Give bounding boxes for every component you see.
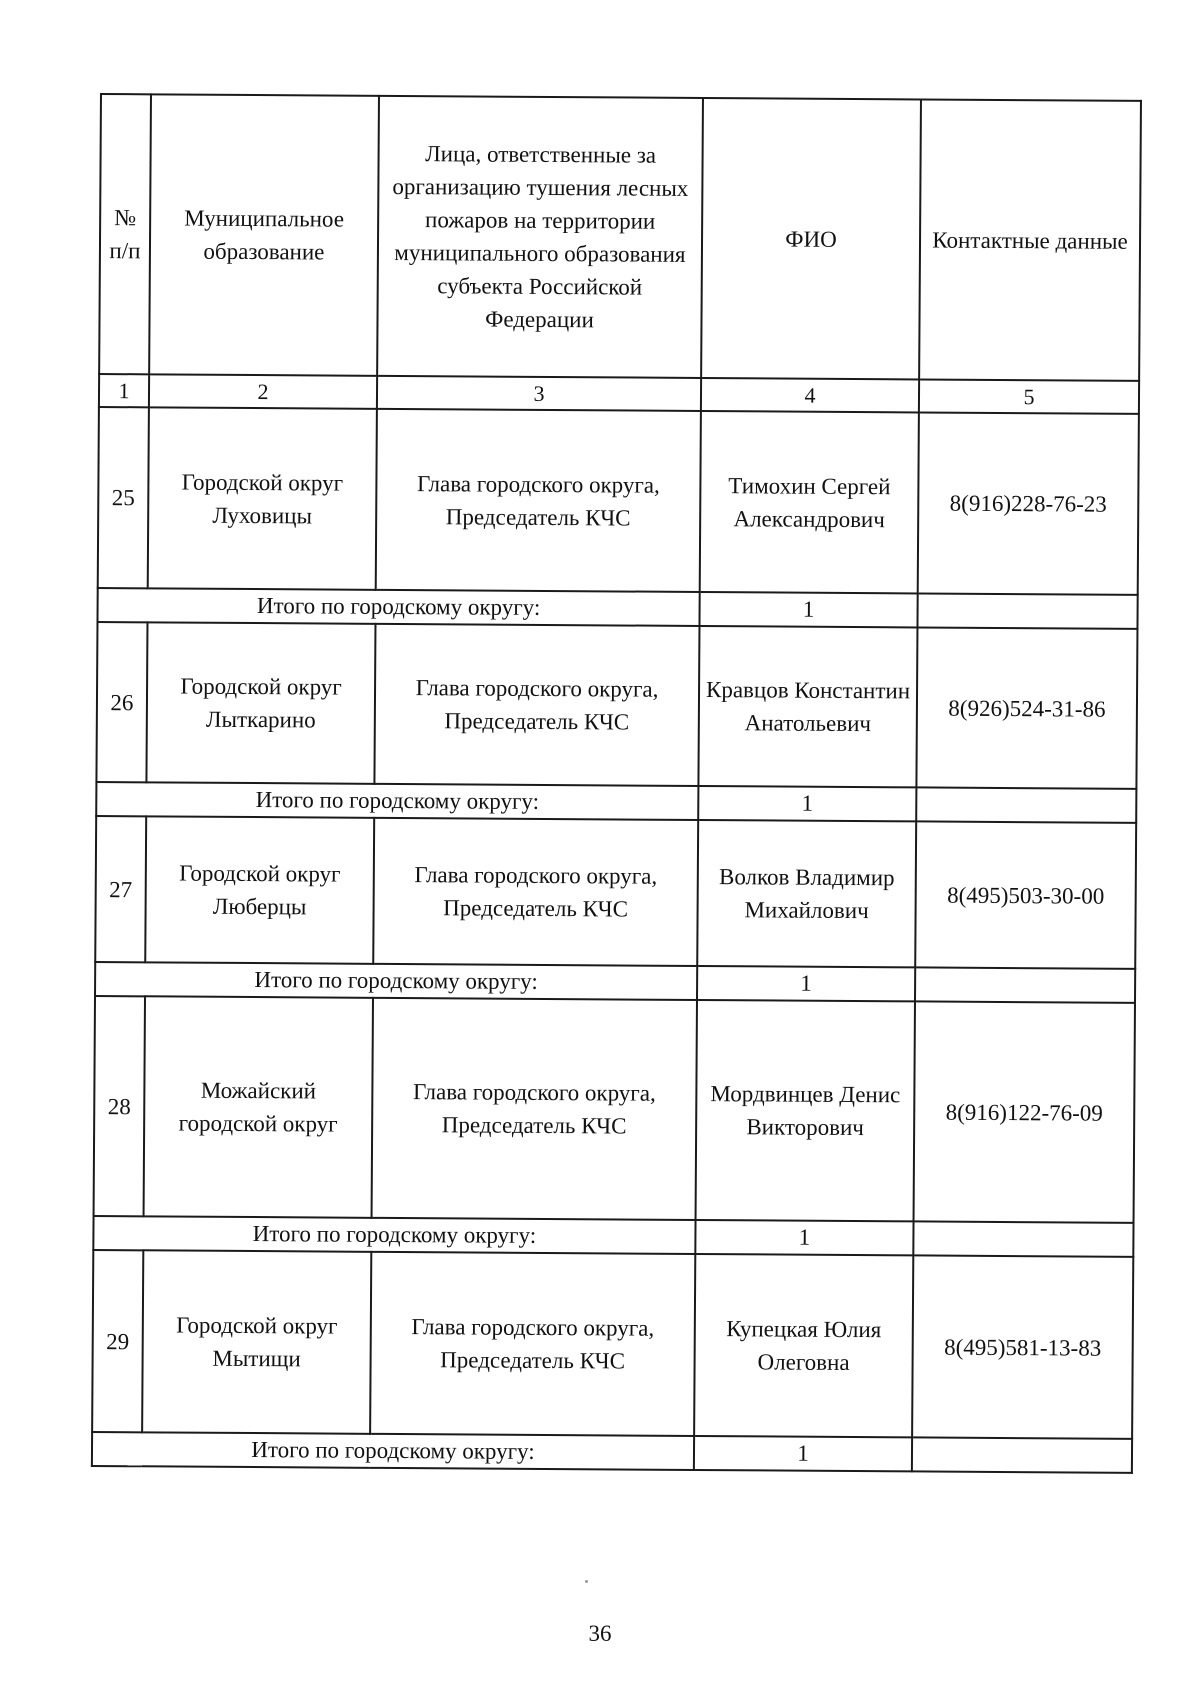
- responsible-cell: Глава городского округа, Председатель КЧС: [370, 1252, 695, 1436]
- contact-cell: 8(495)503-30-00: [915, 821, 1136, 968]
- row-number: 29: [92, 1250, 143, 1432]
- header-responsible: Лица, ответственные за организацию тушения лесных пожаров на территории муниципального образования субъекта Российской Федерации: [377, 96, 703, 378]
- row-number: 27: [95, 816, 146, 962]
- total-empty: [915, 967, 1135, 1002]
- total-value: 1: [695, 1220, 913, 1255]
- header-fio: ФИО: [701, 98, 921, 379]
- municipality-cell: Городской округ Луховицы: [148, 407, 377, 590]
- municipality-cell: Городской округ Люберцы: [145, 816, 374, 964]
- municipality-cell: Городской округ Мытищи: [142, 1250, 371, 1434]
- table-row: [98, 407, 1139, 595]
- total-value: 1: [697, 966, 915, 1001]
- header-municipality: Муниципальное образование: [149, 94, 379, 376]
- total-value: 1: [699, 592, 917, 627]
- column-number-4: 4: [701, 378, 919, 412]
- fio-cell: Тимохин Сергей Александрович: [700, 411, 919, 593]
- column-number-5: 5: [919, 379, 1139, 413]
- row-number: 26: [96, 622, 147, 782]
- total-empty: [913, 1221, 1133, 1256]
- fio-cell: Волков Владимир Михайлович: [697, 820, 916, 967]
- fio-cell: Кравцов Константин Анатольевич: [698, 626, 917, 787]
- total-value: 1: [694, 1436, 912, 1471]
- scan-speck: [585, 1580, 588, 1583]
- contact-cell: 8(495)581-13-83: [912, 1255, 1133, 1438]
- column-number-3: 3: [377, 376, 701, 411]
- row-number: 25: [98, 407, 149, 588]
- total-empty: [916, 787, 1136, 822]
- municipality-cell: Можайский городской округ: [144, 996, 373, 1218]
- total-label: Итого по городскому округу:: [93, 1216, 695, 1254]
- responsible-cell: Глава городского округа, Председатель КЧС: [373, 818, 698, 966]
- responsible-cell: Глава городского округа, Председатель КЧС: [372, 998, 697, 1220]
- total-value: 1: [698, 786, 916, 821]
- table-row: [92, 1250, 1133, 1439]
- fio-cell: Мордвинцев Денис Викторович: [696, 1000, 915, 1221]
- municipality-cell: Городской округ Лыткарино: [146, 622, 375, 784]
- fio-cell: Купецкая Юлия Олеговна: [694, 1254, 913, 1437]
- total-label: Итого по городскому округу:: [95, 962, 697, 1000]
- total-label: Итого по городскому округу:: [92, 1432, 694, 1470]
- header-num: № п/п: [99, 94, 151, 374]
- total-empty: [912, 1437, 1132, 1472]
- table-row: [96, 622, 1137, 789]
- page-number: 36: [588, 1621, 612, 1646]
- total-row: [92, 1432, 1132, 1473]
- column-number-2: 2: [149, 374, 377, 409]
- responsible-cell: Глава городского округа, Председатель КЧС: [374, 624, 699, 786]
- table-header-row: [99, 94, 1141, 381]
- total-label: Итого по городскому округу:: [97, 588, 699, 626]
- table-row: [94, 996, 1135, 1223]
- row-number: 28: [94, 996, 145, 1216]
- responsible-cell: Глава городского округа, Председатель КЧС: [376, 409, 701, 592]
- table-row: [95, 816, 1136, 969]
- header-contacts: Контактные данные: [919, 99, 1141, 380]
- responsible-persons-table: [91, 93, 1142, 1474]
- column-number-1: 1: [99, 374, 149, 407]
- contact-cell: 8(916)122-76-09: [914, 1001, 1135, 1222]
- contact-cell: 8(926)524-31-86: [916, 627, 1137, 788]
- total-label: Итого по городскому округу:: [96, 782, 698, 820]
- total-empty: [917, 593, 1137, 628]
- contact-cell: 8(916)228-76-23: [918, 412, 1139, 594]
